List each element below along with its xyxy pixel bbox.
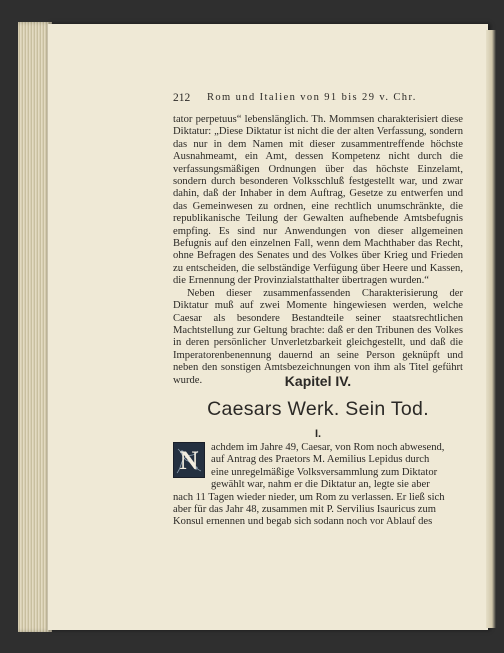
decorated-initial bbox=[173, 442, 205, 478]
page-number: 212 bbox=[173, 92, 191, 104]
text-line: Konsul ernennen und begab sich sodann noch vor Ablauf des bbox=[173, 516, 433, 528]
text-line: achdem im Jahre 49, Caesar, von Rom noch abwesend, bbox=[211, 442, 445, 453]
text-line: nach 11 Tagen wieder nieder, um Rom zu verlassen. Er ließ sich bbox=[173, 491, 445, 503]
text-line: aber für das Jahr 48, zusammen mit P. Servilius Isauricus zum bbox=[173, 504, 437, 516]
paragraph: Neben dieser zusammenfassenden Charakterisierung der Diktatur muß auf zwei Momente hingewiesen werden, welche Caesar als besondere Bestandteile seiner staatsrechtlichen Machtstellung zur Geltung brachte: daß er den Tribunen des Volkes in deren persönlicher Unverletzbarkeit gleichgestellt, und daß die Imperatorenbenennung dauernd an seine Person geknüpft und neben den sonstigen Amtsbezeichnungen von ihm als Titel geführt wurde. bbox=[173, 287, 463, 386]
chapter-number: Kapitel IV. bbox=[284, 373, 352, 389]
chapter-title: Caesars Werk. Sein Tod. bbox=[207, 398, 429, 420]
running-title: Rom und Italien von 91 bis 29 v. Chr. bbox=[207, 92, 417, 103]
text-line: auf Antrag des Praetors M. Aemilius Lepidus durch bbox=[211, 454, 430, 466]
section-text bbox=[173, 442, 463, 529]
body-text bbox=[173, 114, 463, 387]
running-header bbox=[173, 92, 463, 108]
text-line: eine unregelmäßige Volksversammlung zum Diktator bbox=[211, 466, 438, 478]
page-fold-edge bbox=[486, 30, 496, 628]
text-line: gewählt war, nahm er die Diktatur an, legte sie aber bbox=[211, 479, 430, 491]
paragraph: tator perpetuus“ lebenslänglich. Th. Mommsen charakterisiert diese Diktatur: „Diese Diktatur ist nicht die der alten Verfassung, sondern das nur in dem Namen mit dieser zusammentreffende höchste Ausnahmeamt, ein Amt, dessen Kompetenz nicht durch die verfassungsmäßigen Ordnungen über das höchste Einzelamt, sondern durch besonderen Volksschluß festgestellt war, und zwar dahin, daß der Inhaber in dem Auftrag, Gesetze zu entwerfen und das Gemeinwesen zu ordnen, eine rechtlich unumschränkte, die republikanische Teilung der Gewalten aufhebende Amtsbefugnis empfing. Es sind nur Anwendungen von dieser allgemeinen Befugnis auf den einzelnen Fall, wenn dem Machthaber das Recht, ohne Befragen des Senates und des Volkes über Krieg und Frieden zu entscheiden, die selbständige Verfügung über Heere und Kassen, die Ernennung der Provinzialstatthalter übertragen wurden.“ bbox=[173, 114, 463, 287]
initial-letter: N bbox=[179, 446, 199, 475]
book-page-edges bbox=[18, 22, 52, 632]
section-number: I. bbox=[314, 428, 322, 440]
